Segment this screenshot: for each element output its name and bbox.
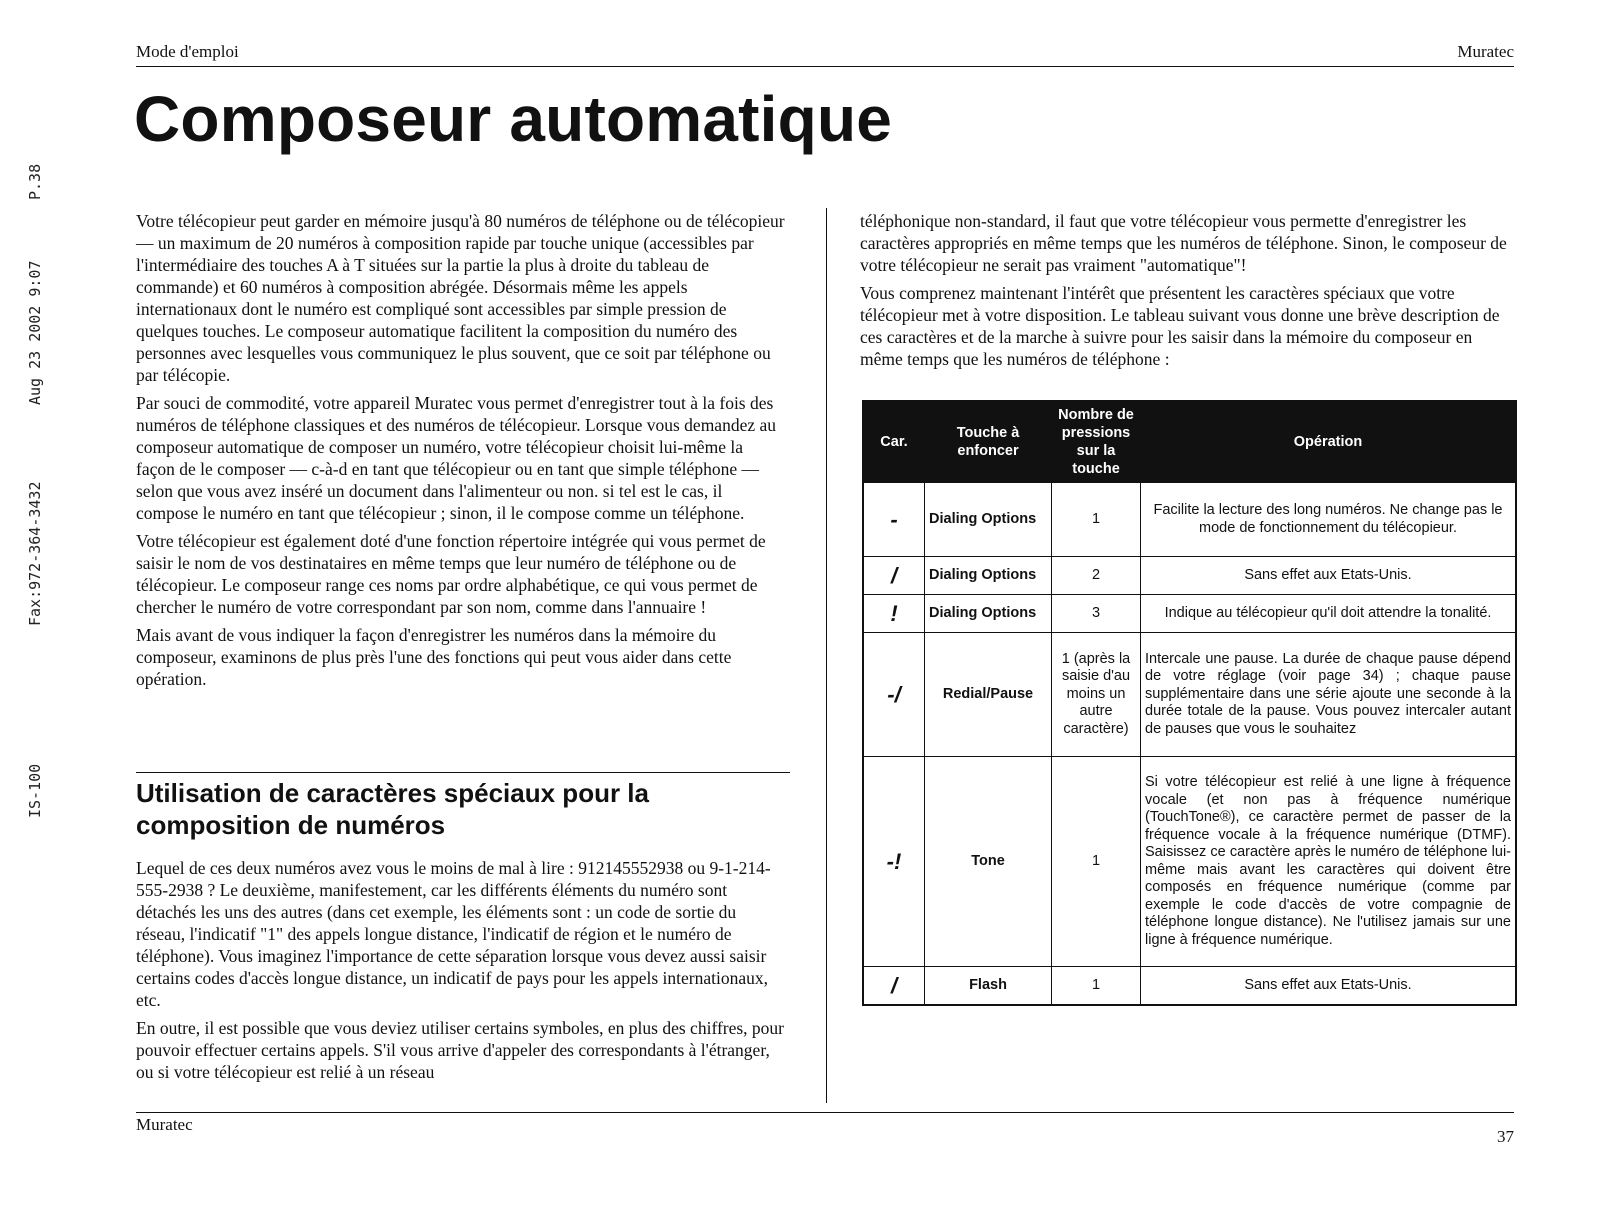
intro-paragraph: Votre télécopieur est également doté d'une fonction répertoire intégrée qui vous permet de saisir le nom de vos destinataires en même temps que leur numéro de téléphone ou de télécopieur. Le composeur range ces noms par ordre alphabétique, ce qui vous permet de chercher le numéro de votre correspondant par son nom, comme dans l'annuaire ! bbox=[136, 531, 766, 617]
cell-count: 1 (après la saisie d'au moins un autre caractère) bbox=[1052, 633, 1141, 757]
cell-key: Dialing Options bbox=[925, 595, 1052, 633]
page-title: Composeur automatique bbox=[134, 83, 893, 155]
table-row bbox=[863, 483, 1516, 557]
cell-key: Tone bbox=[925, 757, 1052, 967]
right-paragraph: téléphonique non-standard, il faut que votre télécopieur vous permette d'enregistrer les caractères appropriés en même temps que les numéros de téléphone. Sinon, le composeur de votre télécopieur ne serait pas vraiment "automatique"! bbox=[860, 211, 1507, 275]
cell-count: 1 bbox=[1052, 483, 1141, 557]
header-car: Car. bbox=[863, 401, 925, 483]
cell-operation: Facilite la lecture des long numéros. Ne change pas le mode de fonctionnement du télécopieur. bbox=[1141, 483, 1517, 557]
header-count: Nombre de pressions sur la touche bbox=[1052, 401, 1141, 483]
fax-page-number: P.38 bbox=[26, 163, 44, 200]
cell-key: Dialing Options bbox=[925, 483, 1052, 557]
cell-key: Flash bbox=[925, 967, 1052, 1005]
column-divider bbox=[826, 208, 827, 1103]
fax-number: Fax:972-364-3432 bbox=[26, 481, 44, 626]
footer-brand: Muratec bbox=[136, 1115, 193, 1134]
table-row bbox=[863, 967, 1516, 1005]
cell-operation: Sans effet aux Etats-Unis. bbox=[1141, 557, 1517, 595]
fax-model: IS-100 bbox=[26, 763, 44, 818]
section-paragraph: En outre, il est possible que vous deviez utiliser certains symboles, en plus des chiffres, pour pouvoir effectuer certains appels. S'il vous arrive d'appeler des correspondants à l'étranger, ou si votre télécopieur est relié à un réseau bbox=[136, 1018, 785, 1082]
section-heading bbox=[136, 772, 790, 841]
cell-car: / bbox=[863, 557, 925, 595]
running-head bbox=[136, 42, 1514, 67]
table-header-row bbox=[863, 401, 1516, 483]
section-title: Utilisation de caractères spéciaux pour la composition de numéros bbox=[136, 778, 649, 840]
special-characters-table bbox=[862, 400, 1517, 1006]
cell-operation: Si votre télécopieur est relié à une ligne à fréquence vocale (et non pas à fréquence numérique (TouchTone®), ce caractère permet de passer de la fréquence vocale à la fréquence numérique (DTMF). Saisissez ce caractère après le numéro de téléphone lui-même mais avant les caractères qui doivent être composés en fréquence numérique (comme par exemple le code d'accès de votre compagnie de téléphone longue distance). Ne l'utilisez jamais sur une ligne à fréquence numérique. bbox=[1141, 757, 1517, 967]
table-row bbox=[863, 757, 1516, 967]
section-paragraph: Lequel de ces deux numéros avez vous le moins de mal à lire : 912145552938 ou 9-1-214-555-2938 ? Le deuxième, manifestement, car les différents éléments du numéro sont détachés les uns des autres (dans cet exemple, les éléments sont : un code de sortie du réseau, l'indicatif "1" des appels longue distance, l'indicatif de région et le numéro de téléphone). Vous imaginez l'importance de cette séparation lorsque vous devez aussi saisir certains codes d'accès longue distance, un indicatif de pays pour les appels internationaux, etc. bbox=[136, 858, 771, 1010]
running-head-left: Mode d'emploi bbox=[136, 42, 239, 61]
header-key: Touche à enfoncer bbox=[925, 401, 1052, 483]
cell-car: ! bbox=[863, 595, 925, 633]
cell-car: -! bbox=[863, 757, 925, 967]
left-column-intro bbox=[136, 210, 786, 696]
cell-key: Dialing Options bbox=[925, 557, 1052, 595]
fax-datetime: Aug 23 2002 9:07 bbox=[26, 260, 44, 405]
cell-count: 1 bbox=[1052, 757, 1141, 967]
right-column bbox=[860, 210, 1515, 376]
cell-count: 2 bbox=[1052, 557, 1141, 595]
fax-header bbox=[0, 0, 44, 1228]
cell-operation: Indique au télécopieur qu'il doit attendre la tonalité. bbox=[1141, 595, 1517, 633]
cell-car: -/ bbox=[863, 633, 925, 757]
table-row bbox=[863, 633, 1516, 757]
page-footer bbox=[136, 1112, 1514, 1146]
header-operation: Opération bbox=[1141, 401, 1517, 483]
page-number: 37 bbox=[1497, 1127, 1514, 1146]
intro-paragraph: Par souci de commodité, votre appareil Muratec vous permet d'enregistrer tout à la fois des numéros de téléphone classiques et des numéros de télécopieur. Lorsque vous demandez au composeur automatique de composer un numéro, votre télécopieur choisit lui-même la façon de le composer — c-à-d en tant que télécopieur ou en tant que simple téléphone — selon que vous avez inséré un document dans l'alimenteur ou non. si tel est le cas, il compose le numéro en tant que télécopieur ; sinon, il le compose comme un téléphone. bbox=[136, 393, 777, 523]
cell-operation: Intercale une pause. La durée de chaque pause dépend de votre réglage (voir page 34) ; chaque pause supplémentaire dans une série ajoute une seconde à la durée totale de la pause. Vous pouvez intercaler autant de pauses que vous le souhaitez bbox=[1141, 633, 1517, 757]
cell-count: 3 bbox=[1052, 595, 1141, 633]
running-head-right: Muratec bbox=[1457, 42, 1514, 61]
intro-paragraph: Mais avant de vous indiquer la façon d'enregistrer les numéros dans la mémoire du composeur, examinons de plus près l'une des fonctions qui peut vous aider dans cette opération. bbox=[136, 625, 732, 689]
left-column-section bbox=[136, 857, 786, 1089]
table-row bbox=[863, 557, 1516, 595]
table-row bbox=[863, 595, 1516, 633]
cell-operation: Sans effet aux Etats-Unis. bbox=[1141, 967, 1517, 1005]
cell-count: 1 bbox=[1052, 967, 1141, 1005]
cell-car: / bbox=[863, 967, 925, 1005]
cell-key: Redial/Pause bbox=[925, 633, 1052, 757]
cell-car: - bbox=[863, 483, 925, 557]
right-paragraph: Vous comprenez maintenant l'intérêt que présentent les caractères spéciaux que votre télécopieur met à votre disposition. Le tableau suivant vous donne une brève description de ces caractères et de la marche à suivre pour les saisir dans la mémoire du composeur en même temps que les numéros de téléphone : bbox=[860, 283, 1500, 369]
intro-paragraph: Votre télécopieur peut garder en mémoire jusqu'à 80 numéros de téléphone ou de télécopieur — un maximum de 20 numéros à composition rapide par touche unique (accessibles par l'intermédiaire des touches A à T situées sur la partie la plus à droite du tableau de commande) et 60 numéros à composition abrégée. Désormais même les appels internationaux dont le numéro est compliqué sont accessibles par simple pression de quelques touches. Le composeur automatique facilitent la composition du numéro des personnes avec lesquelles vous communiquez le plus souvent, que ce soit par téléphone ou par télécopie. bbox=[136, 211, 785, 385]
